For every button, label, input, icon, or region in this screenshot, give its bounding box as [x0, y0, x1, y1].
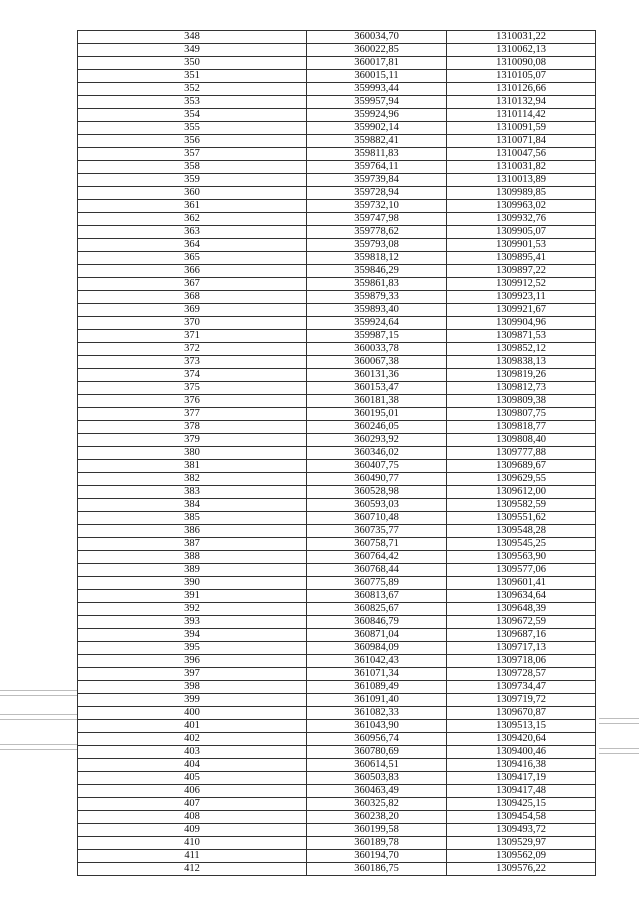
y-coordinate-cell: 1310062,13 — [447, 44, 596, 57]
point-number-cell: 381 — [78, 460, 307, 473]
point-number-cell: 382 — [78, 473, 307, 486]
point-number-cell: 390 — [78, 577, 307, 590]
x-coordinate-cell: 359882,41 — [307, 135, 447, 148]
y-coordinate-cell: 1309932,76 — [447, 213, 596, 226]
point-number-cell: 354 — [78, 109, 307, 122]
point-number-cell: 366 — [78, 265, 307, 278]
y-coordinate-cell: 1309689,67 — [447, 460, 596, 473]
y-coordinate-cell: 1309687,16 — [447, 629, 596, 642]
table-row — [78, 850, 596, 863]
y-coordinate-cell: 1309672,59 — [447, 616, 596, 629]
x-coordinate-cell: 360593,03 — [307, 499, 447, 512]
y-coordinate-cell: 1309819,26 — [447, 369, 596, 382]
y-coordinate-cell: 1309417,19 — [447, 772, 596, 785]
y-coordinate-cell: 1310105,07 — [447, 70, 596, 83]
y-coordinate-cell: 1310132,94 — [447, 96, 596, 109]
x-coordinate-cell: 359747,98 — [307, 213, 447, 226]
x-coordinate-cell: 361082,33 — [307, 707, 447, 720]
point-number-cell: 383 — [78, 486, 307, 499]
table-row — [78, 252, 596, 265]
point-number-cell: 410 — [78, 837, 307, 850]
x-coordinate-cell: 359902,14 — [307, 122, 447, 135]
y-coordinate-cell: 1309582,59 — [447, 499, 596, 512]
x-coordinate-cell: 360407,75 — [307, 460, 447, 473]
x-coordinate-cell: 360775,89 — [307, 577, 447, 590]
scan-artifact-right — [599, 714, 639, 728]
x-coordinate-cell: 359957,94 — [307, 96, 447, 109]
table-row — [78, 278, 596, 291]
table-row — [78, 200, 596, 213]
x-coordinate-cell: 360780,69 — [307, 746, 447, 759]
x-coordinate-cell: 359728,94 — [307, 187, 447, 200]
point-number-cell: 386 — [78, 525, 307, 538]
point-number-cell: 408 — [78, 811, 307, 824]
x-coordinate-cell: 360764,42 — [307, 551, 447, 564]
y-coordinate-cell: 1309576,22 — [447, 863, 596, 876]
point-number-cell: 363 — [78, 226, 307, 239]
point-number-cell: 372 — [78, 343, 307, 356]
point-number-cell: 370 — [78, 317, 307, 330]
table-row — [78, 135, 596, 148]
x-coordinate-cell: 359764,11 — [307, 161, 447, 174]
y-coordinate-cell: 1309420,64 — [447, 733, 596, 746]
table-row — [78, 369, 596, 382]
table-row — [78, 161, 596, 174]
y-coordinate-cell: 1309717,13 — [447, 642, 596, 655]
x-coordinate-cell: 361043,90 — [307, 720, 447, 733]
table-row — [78, 57, 596, 70]
table-row — [78, 824, 596, 837]
table-row — [78, 512, 596, 525]
x-coordinate-cell: 360984,09 — [307, 642, 447, 655]
point-number-cell: 376 — [78, 395, 307, 408]
y-coordinate-cell: 1309901,53 — [447, 239, 596, 252]
table-row — [78, 707, 596, 720]
table-row — [78, 616, 596, 629]
point-number-cell: 368 — [78, 291, 307, 304]
x-coordinate-cell: 360194,70 — [307, 850, 447, 863]
point-number-cell: 353 — [78, 96, 307, 109]
table-row — [78, 603, 596, 616]
y-coordinate-cell: 1309905,07 — [447, 226, 596, 239]
point-number-cell: 397 — [78, 668, 307, 681]
x-coordinate-cell: 359739,84 — [307, 174, 447, 187]
x-coordinate-cell: 359924,96 — [307, 109, 447, 122]
table-row — [78, 395, 596, 408]
point-number-cell: 379 — [78, 434, 307, 447]
table-row — [78, 122, 596, 135]
y-coordinate-cell: 1309417,48 — [447, 785, 596, 798]
point-number-cell: 367 — [78, 278, 307, 291]
x-coordinate-cell: 359818,12 — [307, 252, 447, 265]
point-number-cell: 377 — [78, 408, 307, 421]
table-row — [78, 694, 596, 707]
x-coordinate-cell: 361071,34 — [307, 668, 447, 681]
point-number-cell: 398 — [78, 681, 307, 694]
y-coordinate-cell: 1309577,06 — [447, 564, 596, 577]
table-row — [78, 473, 596, 486]
y-coordinate-cell: 1309989,85 — [447, 187, 596, 200]
y-coordinate-cell: 1309425,15 — [447, 798, 596, 811]
x-coordinate-cell: 360153,47 — [307, 382, 447, 395]
table-row — [78, 733, 596, 746]
table-row — [78, 356, 596, 369]
y-coordinate-cell: 1309777,88 — [447, 447, 596, 460]
x-coordinate-cell: 359778,62 — [307, 226, 447, 239]
x-coordinate-cell: 360189,78 — [307, 837, 447, 850]
point-number-cell: 403 — [78, 746, 307, 759]
y-coordinate-cell: 1310091,59 — [447, 122, 596, 135]
table-row — [78, 811, 596, 824]
point-number-cell: 395 — [78, 642, 307, 655]
x-coordinate-cell: 360528,98 — [307, 486, 447, 499]
table-row — [78, 239, 596, 252]
table-row — [78, 590, 596, 603]
x-coordinate-cell: 359732,10 — [307, 200, 447, 213]
point-number-cell: 400 — [78, 707, 307, 720]
y-coordinate-cell: 1310090,08 — [447, 57, 596, 70]
x-coordinate-cell: 360067,38 — [307, 356, 447, 369]
table-row — [78, 655, 596, 668]
table-row — [78, 174, 596, 187]
x-coordinate-cell: 360490,77 — [307, 473, 447, 486]
point-number-cell: 385 — [78, 512, 307, 525]
y-coordinate-cell: 1309670,87 — [447, 707, 596, 720]
y-coordinate-cell: 1309904,96 — [447, 317, 596, 330]
x-coordinate-cell: 361091,40 — [307, 694, 447, 707]
table-row — [78, 772, 596, 785]
x-coordinate-cell: 359987,15 — [307, 330, 447, 343]
x-coordinate-cell: 359811,83 — [307, 148, 447, 161]
x-coordinate-cell: 360186,75 — [307, 863, 447, 876]
table-row — [78, 798, 596, 811]
x-coordinate-cell: 360181,38 — [307, 395, 447, 408]
point-number-cell: 358 — [78, 161, 307, 174]
point-number-cell: 359 — [78, 174, 307, 187]
x-coordinate-cell: 360710,48 — [307, 512, 447, 525]
table-row — [78, 720, 596, 733]
y-coordinate-cell: 1309718,06 — [447, 655, 596, 668]
table-row — [78, 668, 596, 681]
table-row — [78, 408, 596, 421]
x-coordinate-cell: 360871,04 — [307, 629, 447, 642]
point-number-cell: 384 — [78, 499, 307, 512]
point-number-cell: 352 — [78, 83, 307, 96]
scan-artifact-left — [0, 686, 78, 700]
table-row — [78, 746, 596, 759]
x-coordinate-cell: 360846,79 — [307, 616, 447, 629]
table-row — [78, 343, 596, 356]
y-coordinate-cell: 1309634,64 — [447, 590, 596, 603]
point-number-cell: 361 — [78, 200, 307, 213]
point-number-cell: 388 — [78, 551, 307, 564]
y-coordinate-cell: 1309513,15 — [447, 720, 596, 733]
point-number-cell: 411 — [78, 850, 307, 863]
point-number-cell: 399 — [78, 694, 307, 707]
point-number-cell: 362 — [78, 213, 307, 226]
y-coordinate-cell: 1309734,47 — [447, 681, 596, 694]
scan-artifact-right — [599, 744, 639, 758]
point-number-cell: 387 — [78, 538, 307, 551]
point-number-cell: 369 — [78, 304, 307, 317]
table-row — [78, 291, 596, 304]
y-coordinate-cell: 1309897,22 — [447, 265, 596, 278]
y-coordinate-cell: 1309895,41 — [447, 252, 596, 265]
x-coordinate-cell: 360325,82 — [307, 798, 447, 811]
table-row — [78, 109, 596, 122]
scan-artifact-left — [0, 740, 78, 754]
y-coordinate-cell: 1309529,97 — [447, 837, 596, 850]
table-row — [78, 447, 596, 460]
table-row — [78, 317, 596, 330]
x-coordinate-cell: 360195,01 — [307, 408, 447, 421]
x-coordinate-cell: 360735,77 — [307, 525, 447, 538]
point-number-cell: 348 — [78, 31, 307, 44]
table-row — [78, 564, 596, 577]
y-coordinate-cell: 1310114,42 — [447, 109, 596, 122]
x-coordinate-cell: 360768,44 — [307, 564, 447, 577]
point-number-cell: 404 — [78, 759, 307, 772]
x-coordinate-cell: 360825,67 — [307, 603, 447, 616]
y-coordinate-cell: 1309648,39 — [447, 603, 596, 616]
x-coordinate-cell: 360293,92 — [307, 434, 447, 447]
table-row — [78, 330, 596, 343]
coordinates-table — [77, 30, 596, 876]
point-number-cell: 396 — [78, 655, 307, 668]
y-coordinate-cell: 1309812,73 — [447, 382, 596, 395]
y-coordinate-cell: 1310071,84 — [447, 135, 596, 148]
table-row — [78, 96, 596, 109]
coordinates-table-body — [78, 31, 596, 876]
y-coordinate-cell: 1310126,66 — [447, 83, 596, 96]
x-coordinate-cell: 360246,05 — [307, 421, 447, 434]
table-row — [78, 785, 596, 798]
point-number-cell: 374 — [78, 369, 307, 382]
x-coordinate-cell: 360022,85 — [307, 44, 447, 57]
table-row — [78, 83, 596, 96]
x-coordinate-cell: 360131,36 — [307, 369, 447, 382]
point-number-cell: 375 — [78, 382, 307, 395]
point-number-cell: 378 — [78, 421, 307, 434]
x-coordinate-cell: 359893,40 — [307, 304, 447, 317]
y-coordinate-cell: 1309809,38 — [447, 395, 596, 408]
x-coordinate-cell: 360199,58 — [307, 824, 447, 837]
y-coordinate-cell: 1310047,56 — [447, 148, 596, 161]
point-number-cell: 356 — [78, 135, 307, 148]
point-number-cell: 357 — [78, 148, 307, 161]
y-coordinate-cell: 1309601,41 — [447, 577, 596, 590]
y-coordinate-cell: 1309612,00 — [447, 486, 596, 499]
x-coordinate-cell: 360033,78 — [307, 343, 447, 356]
table-row — [78, 629, 596, 642]
table-row — [78, 863, 596, 876]
x-coordinate-cell: 361089,49 — [307, 681, 447, 694]
y-coordinate-cell: 1309921,67 — [447, 304, 596, 317]
point-number-cell: 412 — [78, 863, 307, 876]
y-coordinate-cell: 1309807,75 — [447, 408, 596, 421]
x-coordinate-cell: 360813,67 — [307, 590, 447, 603]
point-number-cell: 401 — [78, 720, 307, 733]
y-coordinate-cell: 1309719,72 — [447, 694, 596, 707]
table-row — [78, 44, 596, 57]
table-row — [78, 70, 596, 83]
y-coordinate-cell: 1309838,13 — [447, 356, 596, 369]
point-number-cell: 402 — [78, 733, 307, 746]
y-coordinate-cell: 1310031,82 — [447, 161, 596, 174]
point-number-cell: 360 — [78, 187, 307, 200]
table-row — [78, 265, 596, 278]
point-number-cell: 350 — [78, 57, 307, 70]
table-row — [78, 499, 596, 512]
y-coordinate-cell: 1309852,12 — [447, 343, 596, 356]
point-number-cell: 349 — [78, 44, 307, 57]
table-row — [78, 382, 596, 395]
point-number-cell: 371 — [78, 330, 307, 343]
table-row — [78, 486, 596, 499]
point-number-cell: 391 — [78, 590, 307, 603]
point-number-cell: 373 — [78, 356, 307, 369]
table-row — [78, 213, 596, 226]
x-coordinate-cell: 359993,44 — [307, 83, 447, 96]
y-coordinate-cell: 1310013,89 — [447, 174, 596, 187]
point-number-cell: 393 — [78, 616, 307, 629]
y-coordinate-cell: 1309563,90 — [447, 551, 596, 564]
x-coordinate-cell: 360503,83 — [307, 772, 447, 785]
table-row — [78, 759, 596, 772]
x-coordinate-cell: 360017,81 — [307, 57, 447, 70]
y-coordinate-cell: 1309400,46 — [447, 746, 596, 759]
table-row — [78, 31, 596, 44]
y-coordinate-cell: 1309454,58 — [447, 811, 596, 824]
x-coordinate-cell: 361042,43 — [307, 655, 447, 668]
y-coordinate-cell: 1309551,62 — [447, 512, 596, 525]
table-row — [78, 304, 596, 317]
table-row — [78, 538, 596, 551]
table-row — [78, 187, 596, 200]
point-number-cell: 364 — [78, 239, 307, 252]
point-number-cell: 406 — [78, 785, 307, 798]
x-coordinate-cell: 360034,70 — [307, 31, 447, 44]
y-coordinate-cell: 1309963,02 — [447, 200, 596, 213]
x-coordinate-cell: 359861,83 — [307, 278, 447, 291]
table-row — [78, 551, 596, 564]
y-coordinate-cell: 1309493,72 — [447, 824, 596, 837]
x-coordinate-cell: 360463,49 — [307, 785, 447, 798]
y-coordinate-cell: 1309871,53 — [447, 330, 596, 343]
table-row — [78, 642, 596, 655]
y-coordinate-cell: 1309548,28 — [447, 525, 596, 538]
table-row — [78, 460, 596, 473]
point-number-cell: 392 — [78, 603, 307, 616]
y-coordinate-cell: 1310031,22 — [447, 31, 596, 44]
x-coordinate-cell: 360015,11 — [307, 70, 447, 83]
y-coordinate-cell: 1309923,11 — [447, 291, 596, 304]
point-number-cell: 389 — [78, 564, 307, 577]
table-row — [78, 148, 596, 161]
x-coordinate-cell: 359846,29 — [307, 265, 447, 278]
table-row — [78, 577, 596, 590]
x-coordinate-cell: 360758,71 — [307, 538, 447, 551]
point-number-cell: 405 — [78, 772, 307, 785]
scan-artifact-left — [0, 710, 78, 724]
x-coordinate-cell: 360238,20 — [307, 811, 447, 824]
point-number-cell: 365 — [78, 252, 307, 265]
x-coordinate-cell: 359793,08 — [307, 239, 447, 252]
table-row — [78, 421, 596, 434]
point-number-cell: 409 — [78, 824, 307, 837]
point-number-cell: 407 — [78, 798, 307, 811]
y-coordinate-cell: 1309912,52 — [447, 278, 596, 291]
y-coordinate-cell: 1309629,55 — [447, 473, 596, 486]
table-row — [78, 434, 596, 447]
point-number-cell: 355 — [78, 122, 307, 135]
x-coordinate-cell: 360614,51 — [307, 759, 447, 772]
x-coordinate-cell: 359924,64 — [307, 317, 447, 330]
y-coordinate-cell: 1309416,38 — [447, 759, 596, 772]
y-coordinate-cell: 1309728,57 — [447, 668, 596, 681]
table-row — [78, 226, 596, 239]
y-coordinate-cell: 1309808,40 — [447, 434, 596, 447]
point-number-cell: 351 — [78, 70, 307, 83]
y-coordinate-cell: 1309818,77 — [447, 421, 596, 434]
point-number-cell: 380 — [78, 447, 307, 460]
x-coordinate-cell: 360346,02 — [307, 447, 447, 460]
y-coordinate-cell: 1309562,09 — [447, 850, 596, 863]
table-row — [78, 837, 596, 850]
y-coordinate-cell: 1309545,25 — [447, 538, 596, 551]
point-number-cell: 394 — [78, 629, 307, 642]
table-row — [78, 681, 596, 694]
x-coordinate-cell: 360956,74 — [307, 733, 447, 746]
x-coordinate-cell: 359879,33 — [307, 291, 447, 304]
table-row — [78, 525, 596, 538]
